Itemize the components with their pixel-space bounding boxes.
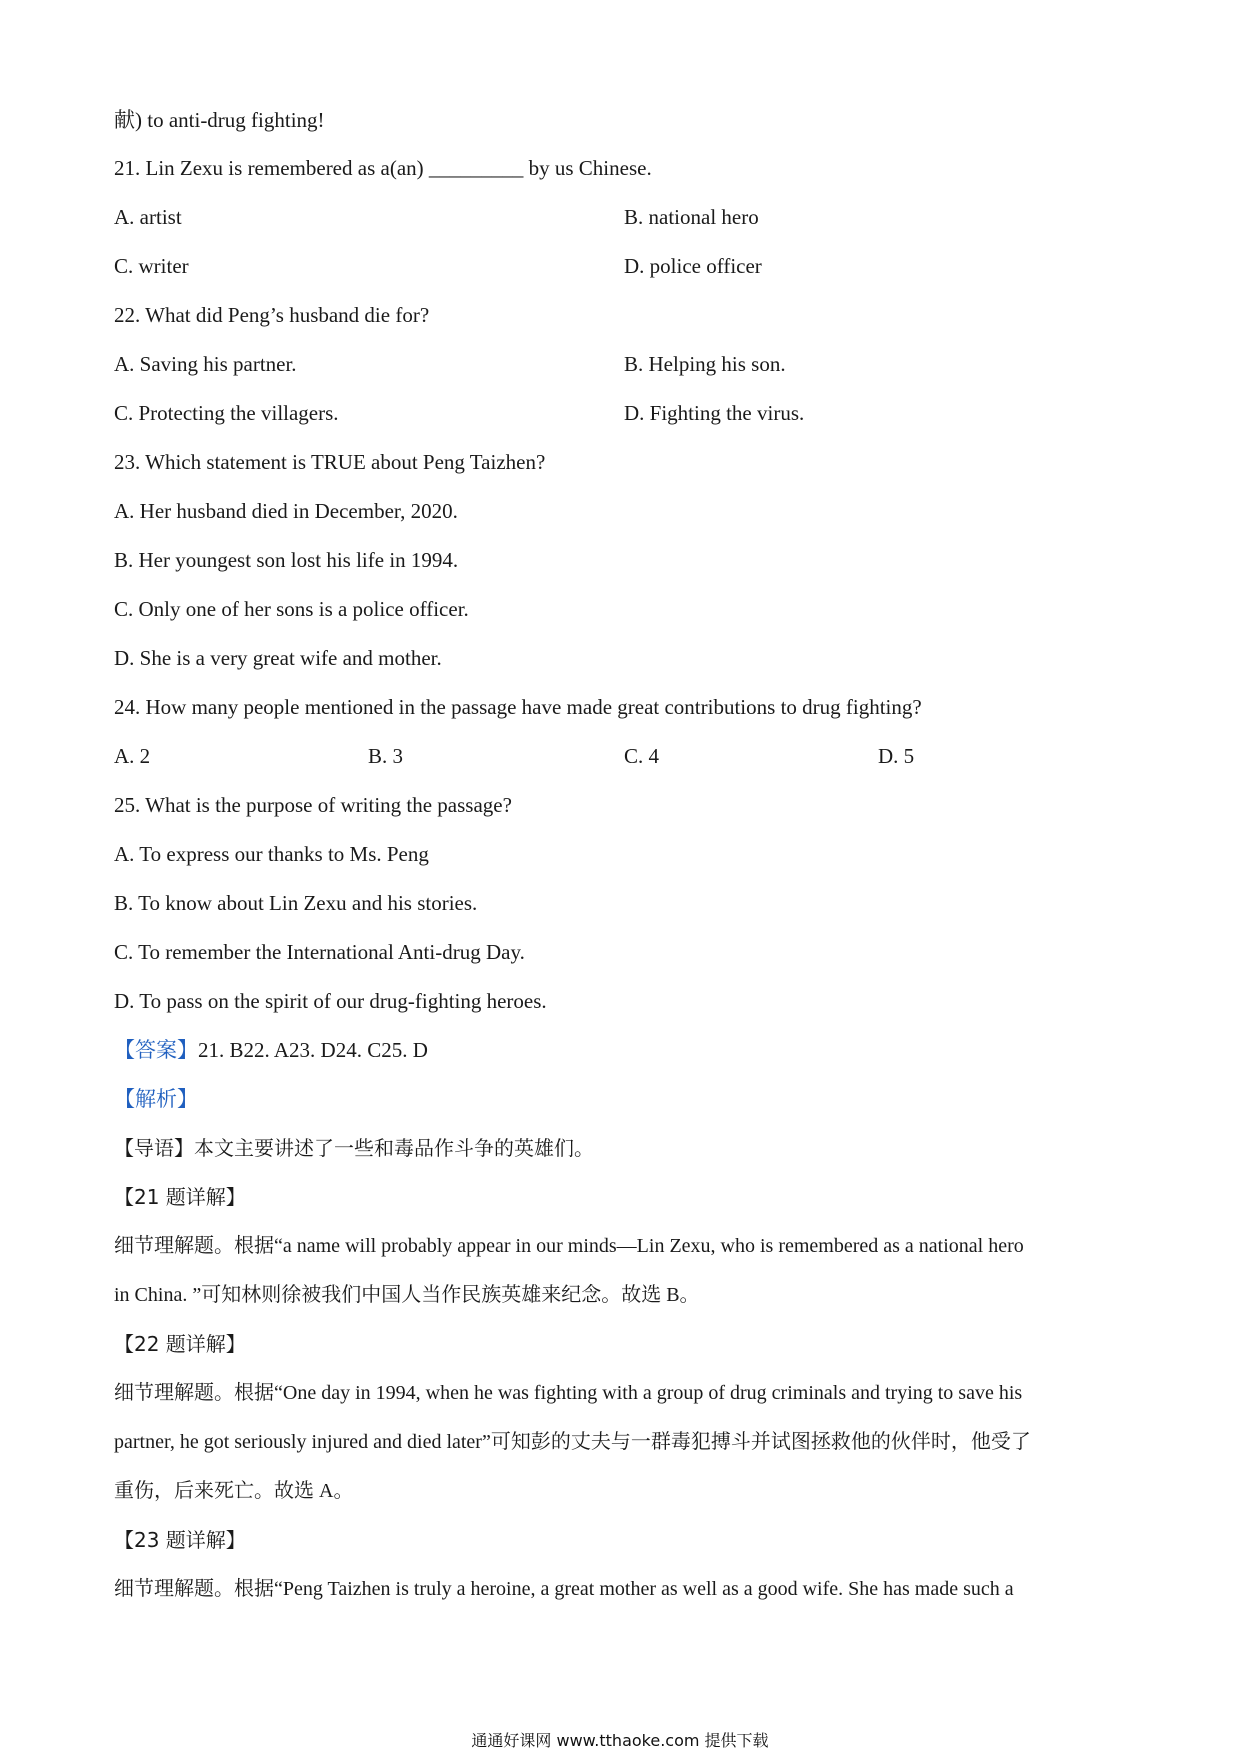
q23-option-a: A. Her husband died in December, 2020.	[114, 499, 458, 523]
question-22: 22. What did Peng’s husband die for?	[114, 303, 430, 327]
q22-option-a: A. Saving his partner.	[114, 352, 297, 376]
answer-row	[114, 1036, 428, 1064]
answer-25: 25. D	[381, 1038, 428, 1062]
q25-option-d: D. To pass on the spirit of our drug-fighting heroes.	[114, 989, 547, 1013]
passage-tail: 献) to anti-drug fighting!	[114, 108, 325, 132]
q23-option-b: B. Her youngest son lost his life in 1994.	[114, 548, 459, 572]
q24-option-a: A. 2	[114, 744, 151, 768]
answer-22: 22. A	[243, 1038, 290, 1062]
answer-24: 24. C	[335, 1038, 382, 1062]
detail21-line1: 细节理解题。根据“a name will probably appear in our minds—Lin Zexu, who is remembered as a national hero	[114, 1235, 1024, 1257]
detail22-line2: partner, he got seriously injured and died later”可知彭的丈夫与一群毒犯搏斗并试图拯救他的伙伴时，他受了	[114, 1431, 1031, 1453]
question-25: 25. What is the purpose of writing the passage?	[114, 793, 512, 817]
q24-option-b: B. 3	[368, 744, 404, 768]
q22-option-b: B. Helping his son.	[624, 352, 786, 376]
q21-option-d: D. police officer	[624, 254, 762, 278]
detail22-heading: 【22 题详解】	[114, 1332, 246, 1356]
detail21-heading: 【21 题详解】	[114, 1185, 246, 1209]
detail22-line1: 细节理解题。根据“One day in 1994, when he was fighting with a group of drug criminals and trying to save his	[114, 1382, 1023, 1404]
detail22-line3: 重伤，后来死亡。故选 A。	[114, 1480, 354, 1502]
guide-text: 【导语】本文主要讲述了一些和毒品作斗争的英雄们。	[114, 1136, 594, 1160]
page-footer: 通通好课网 www.tthaoke.com 提供下载	[471, 1731, 769, 1750]
q25-option-a: A. To express our thanks to Ms. Peng	[114, 842, 429, 866]
answer-23: 23. D	[289, 1038, 336, 1062]
question-23: 23. Which statement is TRUE about Peng Taizhen?	[114, 450, 546, 474]
question-24: 24. How many people mentioned in the passage have made great contributions to drug fighting?	[114, 695, 922, 719]
q23-option-d: D. She is a very great wife and mother.	[114, 646, 442, 670]
detail21-line2: in China. ”可知林则徐被我们中国人当作民族英雄来纪念。故选 B。	[114, 1284, 700, 1306]
answer-label: 【答案】	[114, 1038, 198, 1062]
q23-option-c: C. Only one of her sons is a police officer.	[114, 597, 469, 621]
q21-option-c: C. writer	[114, 254, 189, 278]
question-21: 21. Lin Zexu is remembered as a(an) _________ by us Chinese.	[114, 156, 652, 180]
q24-option-d: D. 5	[878, 744, 915, 768]
q21-option-b: B. national hero	[624, 205, 759, 229]
q25-option-b: B. To know about Lin Zexu and his stories.	[114, 891, 478, 915]
q21-option-a: A. artist	[114, 205, 182, 229]
detail23-line1: 细节理解题。根据“Peng Taizhen is truly a heroine, a great mother as well as a good wife. She has made such a	[114, 1578, 1014, 1600]
q22-option-d: D. Fighting the virus.	[624, 401, 805, 425]
detail23-heading: 【23 题详解】	[114, 1528, 246, 1552]
answer-21: 21. B	[198, 1038, 244, 1062]
q24-option-c: C. 4	[624, 744, 660, 768]
q25-option-c: C. To remember the International Anti-drug Day.	[114, 940, 525, 964]
analysis-label: 【解析】	[114, 1087, 198, 1111]
q22-option-c: C. Protecting the villagers.	[114, 401, 339, 425]
